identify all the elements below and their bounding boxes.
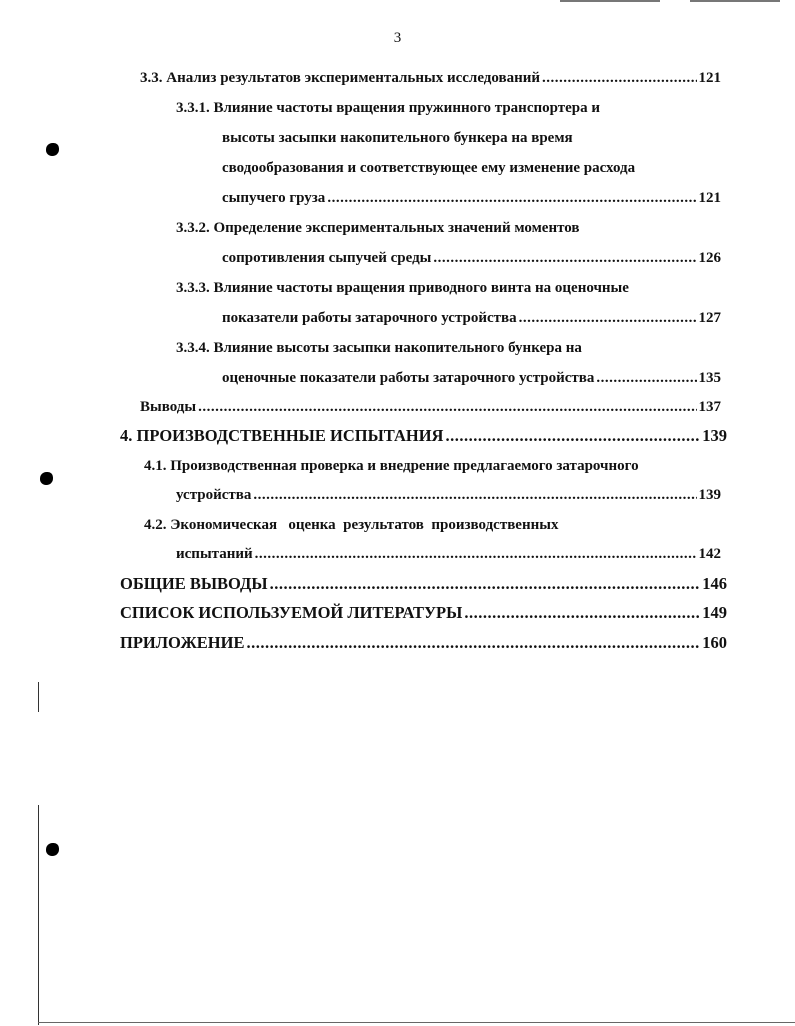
toc-entry-text: высоты засыпки накопительного бункера на время (222, 130, 573, 146)
toc-entry (120, 426, 727, 446)
toc-page-number: 160 (702, 633, 727, 652)
toc-entry-text: ПРИЛОЖЕНИЕ (120, 633, 245, 652)
toc-leader-dots (270, 574, 701, 594)
toc-entry-text: 3.3.1. Влияние частоты вращения пружинного транспортера и (176, 100, 601, 116)
toc-page-number: 127 (698, 310, 721, 326)
toc-entry (140, 397, 721, 417)
toc-entry (176, 98, 600, 118)
punch-hole-mark (40, 472, 53, 485)
toc-entry (176, 338, 582, 358)
scan-edge-line (38, 1022, 795, 1023)
toc-page-number: 126 (698, 250, 721, 266)
scan-edge-line (38, 682, 39, 712)
toc-entry (176, 218, 579, 238)
toc-entry-text: сыпучего груза (222, 190, 326, 206)
toc-entry (120, 603, 727, 623)
toc-entry-text: СПИСОК ИСПОЛЬЗУЕМОЙ ЛИТЕРАТУРЫ (120, 603, 463, 622)
toc-leader-dots (255, 544, 697, 564)
toc-entry-text: 4.2. Экономическая оценка результатов производственных (144, 517, 559, 533)
toc-leader-dots (253, 485, 696, 505)
toc-leader-dots (327, 188, 696, 208)
punch-hole-mark (46, 143, 59, 156)
toc-entry-text: ОБЩИЕ ВЫВОДЫ (120, 574, 268, 593)
toc-entry-continuation (222, 368, 721, 388)
toc-entry-text: оценочные показатели работы затарочного устройства (222, 370, 595, 386)
toc-entry-continuation (222, 158, 635, 178)
toc-entry (176, 278, 629, 298)
toc-entry (140, 68, 721, 88)
toc-leader-dots (246, 633, 700, 653)
toc-entry-continuation (222, 308, 721, 328)
toc-entry-text: сводообразования и соответствующее ему изменение расхода (222, 160, 636, 176)
toc-entry-text: испытаний (176, 546, 253, 562)
toc-page-number: 139 (698, 487, 721, 503)
toc-leader-dots (445, 426, 700, 446)
toc-page-number: 146 (702, 574, 727, 593)
toc-leader-dots (464, 603, 700, 623)
toc-entry-text: показатели работы затарочного устройства (222, 310, 517, 326)
toc-page-number: 121 (698, 70, 721, 86)
toc-entry-text: устройства (176, 487, 252, 503)
toc-leader-dots (596, 368, 696, 388)
toc-entry-continuation (176, 485, 721, 505)
toc-page-number: 135 (698, 370, 721, 386)
toc-entry (144, 515, 558, 535)
toc-entry (120, 633, 727, 653)
toc-entry-continuation (176, 544, 721, 564)
punch-hole-mark (46, 843, 59, 856)
toc-page-number: 121 (698, 190, 721, 206)
toc-page-number: 137 (698, 399, 721, 415)
toc-entry-text: 3.3.3. Влияние частоты вращения приводного винта на оценочные (176, 280, 629, 296)
toc-entry-text: 4. ПРОИЗВОДСТВЕННЫЕ ИСПЫТАНИЯ (120, 426, 444, 445)
toc-entry-text: 3.3.2. Определение экспериментальных значений моментов (176, 220, 580, 236)
scan-edge-line (690, 0, 780, 2)
toc-leader-dots (519, 308, 697, 328)
toc-leader-dots (198, 397, 696, 417)
toc-entry-text: 3.3. Анализ результатов экспериментальных исследований (140, 70, 541, 86)
page-number: 3 (393, 30, 402, 46)
toc-page-number: 139 (702, 426, 727, 445)
toc-entry-continuation (222, 248, 721, 268)
toc-entry-text: 4.1. Производственная проверка и внедрение предлагаемого затарочного (144, 458, 639, 474)
toc-page-number: 149 (702, 603, 727, 622)
toc-entry-text: 3.3.4. Влияние высоты засыпки накопительного бункера на (176, 340, 582, 356)
toc-entry (120, 574, 727, 594)
toc-leader-dots (433, 248, 696, 268)
toc-entry (144, 456, 639, 476)
toc-entry-continuation (222, 188, 721, 208)
toc-entry-text: сопротивления сыпучей среды (222, 250, 432, 266)
toc-entry-continuation (222, 128, 573, 148)
toc-page-number: 142 (698, 546, 721, 562)
toc-leader-dots (542, 68, 696, 88)
scan-edge-line (560, 0, 660, 2)
toc-entry-text: Выводы (140, 399, 197, 415)
scan-edge-line (38, 805, 39, 1025)
